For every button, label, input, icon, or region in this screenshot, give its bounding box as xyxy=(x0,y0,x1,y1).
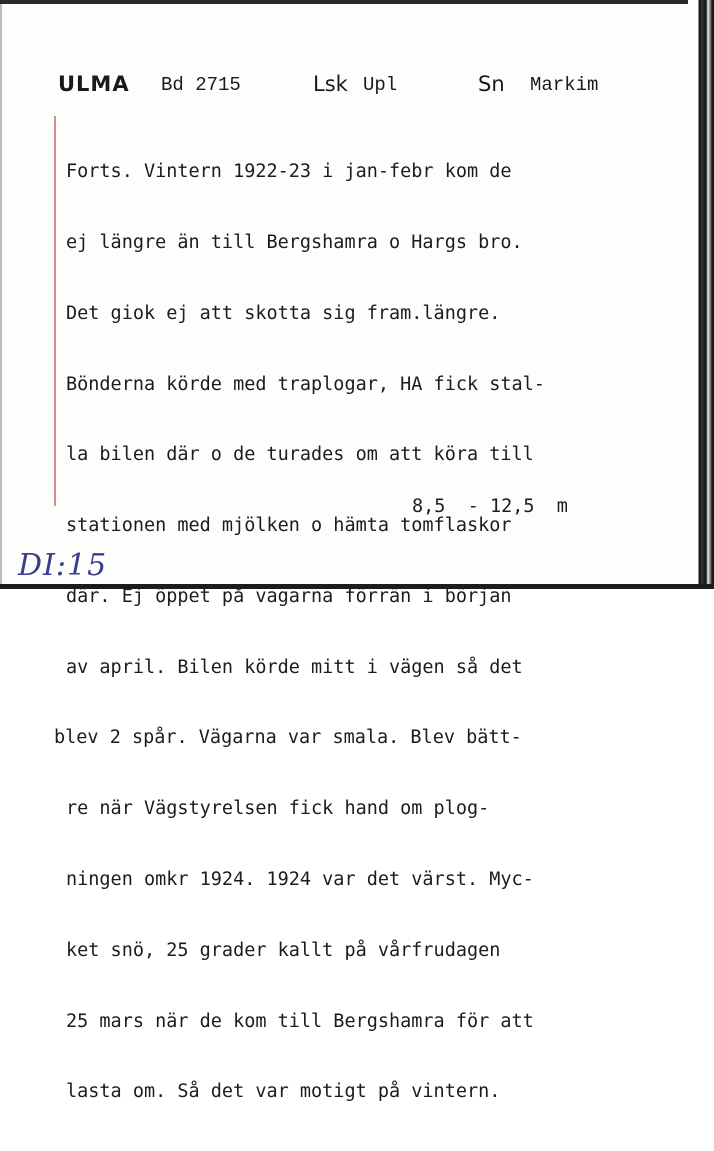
measurement-text: 8,5 - 12,5 m xyxy=(412,496,568,517)
body-line: lasta om. Så det var motigt på vintern. xyxy=(66,1081,501,1103)
header-volume: Bd 2715 xyxy=(161,74,241,96)
body-line: Bönderna körde med traplogar, HA fick stal- xyxy=(66,373,545,395)
header-parish-label: Sn xyxy=(478,72,505,96)
body-line: la bilen där o de turades om att köra till xyxy=(66,444,534,466)
header-parish: Markim xyxy=(530,74,599,96)
body-line: 25 mars när de kom till Bergshamra för att xyxy=(66,1010,534,1032)
body-line: Forts. Vintern 1922-23 i jan-febr kom de xyxy=(66,161,512,183)
header-county: Upl xyxy=(363,74,398,96)
card-left-edge xyxy=(0,0,2,589)
body-line: ket snö, 25 grader kallt på vårfrudagen xyxy=(66,939,501,961)
handwritten-mark: DI:15 xyxy=(18,548,108,583)
margin-rule xyxy=(54,116,56,506)
body-line: stationen med mjölken o hämta tomflaskor xyxy=(66,515,512,537)
card-top-edge xyxy=(0,0,714,4)
body-line: re när Vägstyrelsen fick hand om plog- xyxy=(66,798,490,820)
card-right-edge xyxy=(688,0,714,589)
body-line: av april. Bilen körde mitt i vägen så det xyxy=(66,656,523,678)
header-word: ULMA xyxy=(58,72,130,96)
body-line: där. Ej öppet på vagarna förrän i början xyxy=(66,585,512,607)
header-county-label: Lsk xyxy=(313,72,348,96)
body-line: ningen omkr 1924. 1924 var det värst. Myc- xyxy=(66,869,534,890)
body-line: Det giok ej att skotta sig fram.längre. xyxy=(66,302,501,324)
body-line: ej längre än till Bergshamra o Hargs bro. xyxy=(66,231,523,253)
body-line: blev 2 spår. Vägarna var smala. Blev bätt- xyxy=(54,727,522,749)
